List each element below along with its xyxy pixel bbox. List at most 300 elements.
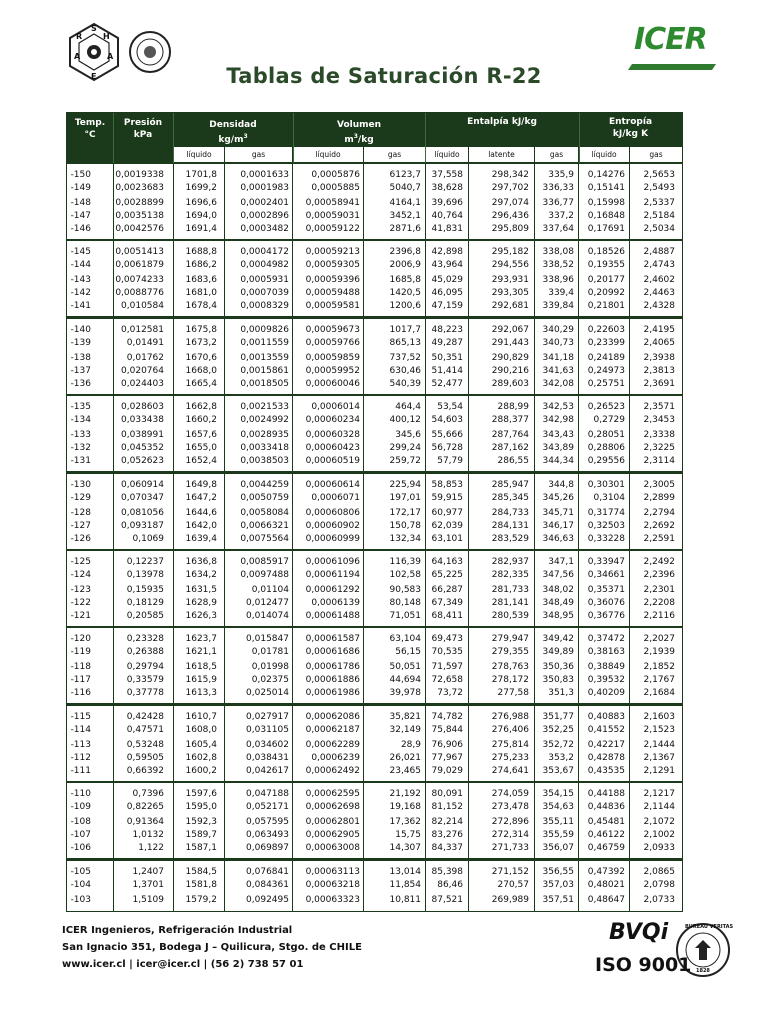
row-group	[67, 396, 682, 471]
column-divider	[363, 164, 364, 239]
table-cell: 287,764	[491, 430, 529, 441]
table-cell: 0,29556	[587, 456, 625, 467]
table-cell: 2,4463	[643, 288, 675, 299]
column-divider	[363, 783, 364, 858]
table-cell: 0,26388	[126, 647, 164, 658]
table-cell: 278,172	[491, 675, 529, 686]
table-cell: 0,00062289	[305, 739, 360, 750]
table-cell: -123	[70, 585, 91, 595]
table-cell: 1642,0	[185, 520, 217, 531]
table-cell: 0,01491	[126, 337, 164, 348]
table-cell: 0,22603	[587, 324, 625, 335]
header-density-label: Densidad	[209, 120, 257, 130]
table-cell: 289,603	[491, 378, 529, 389]
table-cell: 0,024403	[121, 378, 164, 389]
table-cell: -138	[70, 352, 91, 363]
table-cell: 58,853	[431, 479, 463, 490]
table-cell: 68,411	[431, 611, 463, 621]
table-cell: -114	[70, 724, 91, 735]
column-divider	[173, 164, 174, 239]
table-cell: 0,25751	[587, 378, 625, 389]
table-cell: 1683,6	[185, 275, 217, 286]
table-cell: 0,0005876	[311, 170, 360, 180]
table-cell: 0,020764	[121, 365, 164, 376]
table-cell: 336,77	[542, 198, 574, 208]
table-cell: -127	[70, 520, 91, 531]
sub-header-volume-liquid: líquido	[293, 147, 363, 162]
table-cell: 0,02375	[251, 675, 289, 686]
column-divider	[363, 861, 364, 911]
table-cell: 297,074	[491, 198, 529, 208]
column-divider	[363, 396, 364, 471]
table-cell: 0,00062801	[305, 817, 360, 828]
table-cell: 0,014074	[246, 611, 289, 621]
table-cell: 273,478	[491, 802, 529, 813]
table-cell: 0,0088776	[115, 288, 164, 299]
table-cell: 540,39	[389, 378, 421, 389]
column-divider	[363, 241, 364, 316]
column-divider	[578, 628, 579, 703]
table-cell: 2,1217	[643, 789, 675, 800]
footer-company: ICER Ingenieros, Refrigeración Industrial	[62, 925, 293, 936]
table-cell: 296,436	[491, 211, 529, 221]
table-cell: 1691,4	[185, 224, 217, 234]
column-divider	[113, 319, 114, 394]
header-enthalpy-label: Entalpía kJ/kg	[467, 117, 537, 127]
table-cell: 51,414	[431, 365, 463, 376]
table-cell: 83,276	[431, 830, 463, 841]
column-divider	[292, 551, 293, 626]
table-cell: 1686,2	[185, 260, 217, 271]
column-divider	[578, 706, 579, 781]
table-cell: 2,2591	[643, 533, 675, 544]
column-divider	[292, 241, 293, 316]
column-divider	[534, 164, 535, 239]
table-cell: 0,012581	[121, 324, 164, 335]
table-cell: 275,814	[491, 739, 529, 750]
table-cell: 2,1002	[643, 830, 675, 841]
column-divider	[224, 551, 225, 626]
table-cell: 0,00061587	[305, 634, 360, 645]
company-footer	[62, 922, 362, 973]
table-cell: 19,168	[389, 802, 421, 813]
density-unit-exp: 3	[243, 133, 248, 140]
table-cell: 80,148	[389, 598, 421, 608]
table-cell: 0,00061194	[305, 570, 360, 580]
table-cell: 0,0015861	[240, 365, 289, 376]
column-divider	[534, 396, 535, 471]
table-cell: 0,18526	[587, 247, 625, 258]
table-cell: 0,0035138	[115, 211, 164, 221]
table-cell: 299,24	[389, 443, 421, 454]
table-cell: -115	[70, 711, 91, 722]
table-cell: 0,34661	[587, 570, 625, 580]
table-cell: 0,052623	[121, 456, 164, 467]
table-cell: 0,38163	[587, 647, 625, 658]
table-cell: 2,0798	[643, 879, 675, 890]
table-cell: 0,00059488	[305, 288, 360, 299]
table-cell: -117	[70, 675, 91, 686]
table-cell: 353,2	[548, 752, 574, 763]
table-cell: 4164,1	[389, 198, 421, 208]
table-cell: 335,9	[548, 170, 574, 180]
table-cell: 0,29794	[126, 662, 164, 673]
table-cell: -125	[70, 557, 91, 567]
sub-header-row	[67, 147, 682, 164]
table-cell: 2,1072	[643, 817, 675, 828]
table-cell: 0,0044259	[240, 479, 289, 490]
table-header	[67, 113, 682, 163]
column-divider	[468, 241, 469, 316]
page-title: Tablas de Saturación R-22	[226, 64, 542, 88]
table-cell: -118	[70, 662, 91, 673]
table-cell: 282,937	[491, 557, 529, 567]
column-divider	[113, 551, 114, 626]
column-divider	[292, 164, 293, 239]
header-volume	[293, 119, 425, 146]
column-divider	[629, 164, 630, 239]
table-cell: 0,15998	[587, 198, 625, 208]
table-cell: 0,081056	[121, 507, 164, 518]
column-divider	[363, 551, 364, 626]
table-cell: 2,2492	[643, 557, 675, 567]
table-cell: 0,36076	[587, 598, 625, 608]
header-volume-label: Volumen	[336, 120, 382, 130]
column-divider	[224, 706, 225, 781]
table-cell: 0,47571	[126, 724, 164, 735]
table-cell: 338,08	[542, 247, 574, 258]
table-cell: 0,012477	[246, 598, 289, 608]
header-pressure	[113, 117, 173, 141]
table-cell: 17,362	[389, 817, 421, 828]
table-cell: 2,1767	[643, 675, 675, 686]
row-group	[67, 319, 682, 394]
table-cell: 2,1852	[643, 662, 675, 673]
table-cell: 0,0051413	[115, 247, 164, 258]
table-cell: 69,473	[431, 634, 463, 645]
table-cell: 0,0033418	[240, 443, 289, 454]
table-cell: 0,00062492	[305, 765, 360, 776]
table-cell: 0,24973	[587, 365, 625, 376]
table-cell: -130	[70, 479, 91, 490]
table-cell: 0,0028899	[115, 198, 164, 208]
column-divider	[534, 706, 535, 781]
table-cell: 0,033438	[121, 415, 164, 426]
table-cell: -150	[70, 170, 91, 180]
table-cell: 0,00061886	[305, 675, 360, 686]
table-cell: 72,658	[431, 675, 463, 686]
column-divider	[578, 474, 579, 549]
table-cell: 1662,8	[185, 402, 217, 413]
table-cell: -133	[70, 430, 91, 441]
sub-header-volume-gas: gas	[364, 147, 425, 162]
column-divider	[113, 783, 114, 858]
table-cell: 0,33228	[587, 533, 625, 544]
table-cell: 45,029	[431, 275, 463, 286]
table-cell: 1,2407	[132, 866, 164, 877]
table-cell: 116,39	[389, 557, 421, 567]
table-cell: 0,82265	[126, 802, 164, 813]
table-cell: 0,00060519	[305, 456, 360, 467]
header-pressure-label: Presión	[123, 118, 163, 128]
table-cell: 63,104	[389, 634, 421, 645]
table-cell: 84,337	[431, 843, 463, 854]
table-cell: 284,733	[491, 507, 529, 518]
table-cell: 342,53	[542, 402, 574, 413]
column-divider	[629, 474, 630, 549]
table-cell: 0,45481	[587, 817, 625, 828]
table-cell: 0,0038503	[240, 456, 289, 467]
column-divider	[534, 551, 535, 626]
table-cell: 0,14276	[587, 170, 625, 180]
header-density-unit	[173, 131, 293, 146]
row-group	[67, 241, 682, 316]
table-cell: 1696,6	[185, 198, 217, 208]
table-cell: 2,3114	[643, 456, 675, 467]
table-cell: 55,666	[431, 430, 463, 441]
table-cell: -132	[70, 443, 91, 454]
column-divider	[578, 241, 579, 316]
table-cell: -128	[70, 507, 91, 518]
table-cell: 76,906	[431, 739, 463, 750]
column-divider	[468, 551, 469, 626]
table-cell: 0,2729	[593, 415, 625, 426]
table-cell: 285,947	[491, 479, 529, 490]
table-cell: -107	[70, 830, 91, 841]
table-cell: 293,931	[491, 275, 529, 286]
table-cell: 285,345	[491, 492, 529, 503]
table-cell: 0,00060902	[305, 520, 360, 531]
table-cell: 1200,6	[389, 301, 421, 312]
header-divider	[173, 113, 174, 163]
table-cell: 75,844	[431, 724, 463, 735]
table-cell: 1685,8	[389, 275, 421, 286]
table-cell: 1600,2	[185, 765, 217, 776]
table-cell: 0,0074233	[115, 275, 164, 286]
table-cell: 0,48021	[587, 879, 625, 890]
table-cell: 0,038991	[121, 430, 164, 441]
table-cell: 0,44836	[587, 802, 625, 813]
table-cell: 0,01762	[126, 352, 164, 363]
table-cell: 0,0021533	[240, 402, 289, 413]
footer-address: San Ignacio 351, Bodega J – Quilicura, Stgo. de CHILE	[62, 942, 362, 953]
sub-header-entropy-liquid: líquido	[579, 147, 629, 162]
table-cell: 44,694	[389, 675, 421, 686]
table-cell: 2,2027	[643, 634, 675, 645]
table-cell: 339,4	[548, 288, 574, 299]
column-divider	[578, 861, 579, 911]
table-cell: 59,915	[431, 492, 463, 503]
table-cell: 2,0733	[643, 894, 675, 905]
table-cell: 0,0006071	[311, 492, 360, 503]
table-cell: 337,64	[542, 224, 574, 234]
table-cell: 1678,4	[185, 301, 217, 312]
table-cell: 355,11	[542, 817, 574, 828]
table-cell: 0,093187	[121, 520, 164, 531]
column-divider	[468, 628, 469, 703]
table-cell: 79,029	[431, 765, 463, 776]
table-cell: 0,43535	[587, 765, 625, 776]
column-divider	[224, 319, 225, 394]
table-cell: 1615,9	[185, 675, 217, 686]
table-cell: 132,34	[389, 533, 421, 544]
table-cell: 90,583	[389, 585, 421, 595]
table-cell: 57,79	[437, 456, 463, 467]
table-cell: 2,3338	[643, 430, 675, 441]
table-cell: 2,4195	[643, 324, 675, 335]
table-cell: 269,989	[491, 894, 529, 905]
table-cell: 2,1367	[643, 752, 675, 763]
iso-9001-label: ISO 9001	[595, 954, 692, 976]
table-cell: 0,46122	[587, 830, 625, 841]
column-divider	[629, 706, 630, 781]
column-divider	[113, 241, 114, 316]
table-cell: -122	[70, 598, 91, 608]
table-cell: 279,355	[491, 647, 529, 658]
table-cell: 349,42	[542, 634, 574, 645]
column-divider	[425, 474, 426, 549]
row-group	[67, 164, 682, 239]
table-cell: 2,3691	[643, 378, 675, 389]
table-cell: 337,2	[548, 211, 574, 221]
iso-certification	[595, 920, 735, 980]
table-cell: 0,0013559	[240, 352, 289, 363]
table-cell: 0,063493	[246, 830, 289, 841]
row-group	[67, 783, 682, 858]
table-cell: 0,0075564	[240, 533, 289, 544]
column-divider	[468, 396, 469, 471]
table-cell: 0,91364	[126, 817, 164, 828]
table-cell: 342,98	[542, 415, 574, 426]
table-cell: 26,021	[389, 752, 421, 763]
header-enthalpy	[425, 116, 579, 128]
table-cell: 0,076841	[246, 866, 289, 877]
table-cell: 2,3571	[643, 402, 675, 413]
table-cell: 737,52	[389, 352, 421, 363]
table-cell: 336,33	[542, 183, 574, 193]
column-divider	[292, 861, 293, 911]
icer-wordmark: ICER	[634, 22, 707, 57]
table-cell: 0,00060234	[305, 415, 360, 426]
table-cell: 0,31774	[587, 507, 625, 518]
table-cell: 0,7396	[132, 789, 164, 800]
bureau-veritas-text: BUREAU VERITAS	[685, 924, 734, 930]
column-divider	[113, 164, 114, 239]
table-cell: -104	[70, 879, 91, 890]
column-divider	[534, 241, 535, 316]
table-cell: 150,78	[389, 520, 421, 531]
table-cell: 1017,7	[389, 324, 421, 335]
table-cell: 0,0002896	[240, 211, 289, 221]
table-cell: 2,2116	[643, 611, 675, 621]
table-cell: 346,63	[542, 533, 574, 544]
table-cell: 2,1684	[643, 688, 675, 699]
table-cell: 347,56	[542, 570, 574, 580]
table-cell: -139	[70, 337, 91, 348]
column-divider	[578, 396, 579, 471]
table-cell: 272,896	[491, 817, 529, 828]
table-cell: 865,13	[389, 337, 421, 348]
table-cell: 39,696	[431, 198, 463, 208]
table-cell: 54,603	[431, 415, 463, 426]
table-cell: 0,00063323	[305, 894, 360, 905]
table-cell: 1626,3	[185, 611, 217, 621]
table-cell: 1618,5	[185, 662, 217, 673]
table-cell: 0,37778	[126, 688, 164, 699]
table-cell: 0,42217	[587, 739, 625, 750]
table-cell: 0,01781	[251, 647, 289, 658]
table-cell: 35,821	[389, 711, 421, 722]
table-cell: 0,0006239	[311, 752, 360, 763]
table-cell: 0,20585	[126, 611, 164, 621]
column-divider	[629, 628, 630, 703]
table-cell: 2,3453	[643, 415, 675, 426]
column-divider	[363, 706, 364, 781]
table-cell: 42,898	[431, 247, 463, 258]
table-cell: 0,21801	[587, 301, 625, 312]
column-divider	[292, 783, 293, 858]
table-cell: 338,96	[542, 275, 574, 286]
column-divider	[224, 783, 225, 858]
table-cell: 354,15	[542, 789, 574, 800]
table-cell: 1595,0	[185, 802, 217, 813]
header-density	[173, 119, 293, 146]
column-divider	[173, 706, 174, 781]
table-cell: 356,07	[542, 843, 574, 854]
table-cell: 15,75	[395, 830, 421, 841]
table-cell: 48,223	[431, 324, 463, 335]
table-cell: 0,045352	[121, 443, 164, 454]
table-cell: 0,33947	[587, 557, 625, 567]
table-cell: 2,5337	[643, 198, 675, 208]
table-cell: 274,059	[491, 789, 529, 800]
table-cell: 40,764	[431, 211, 463, 221]
table-cell: 1,3701	[132, 879, 164, 890]
table-cell: -126	[70, 533, 91, 544]
table-cell: 0,33579	[126, 675, 164, 686]
table-cell: -136	[70, 378, 91, 389]
table-cell: 272,314	[491, 830, 529, 841]
table-cell: 0,0005885	[311, 183, 360, 193]
table-cell: 23,465	[389, 765, 421, 776]
table-cell: 62,039	[431, 520, 463, 531]
column-divider	[292, 474, 293, 549]
table-cell: -110	[70, 789, 91, 800]
table-cell: 295,809	[491, 224, 529, 234]
table-cell: 0,36776	[587, 611, 625, 621]
table-cell: -103	[70, 894, 91, 905]
table-cell: 0,00062187	[305, 724, 360, 735]
table-cell: 295,182	[491, 247, 529, 258]
header-entropy-unit: kJ/kg K	[612, 129, 649, 139]
table-cell: 400,12	[389, 415, 421, 426]
table-cell: 86,46	[437, 879, 463, 890]
table-cell: 71,597	[431, 662, 463, 673]
table-cell: 0,15935	[126, 585, 164, 595]
table-cell: 0,0011559	[240, 337, 289, 348]
header-divider	[293, 113, 294, 163]
table-cell: 43,964	[431, 260, 463, 271]
column-divider	[425, 706, 426, 781]
table-cell: 1673,2	[185, 337, 217, 348]
table-cell: 0,00058941	[305, 198, 360, 208]
table-cell: 0,00059396	[305, 275, 360, 286]
table-cell: 87,521	[431, 894, 463, 905]
table-cell: 0,00062905	[305, 830, 360, 841]
table-cell: 0,12237	[126, 557, 164, 567]
table-cell: 0,40209	[587, 688, 625, 699]
table-cell: 2396,8	[389, 247, 421, 258]
